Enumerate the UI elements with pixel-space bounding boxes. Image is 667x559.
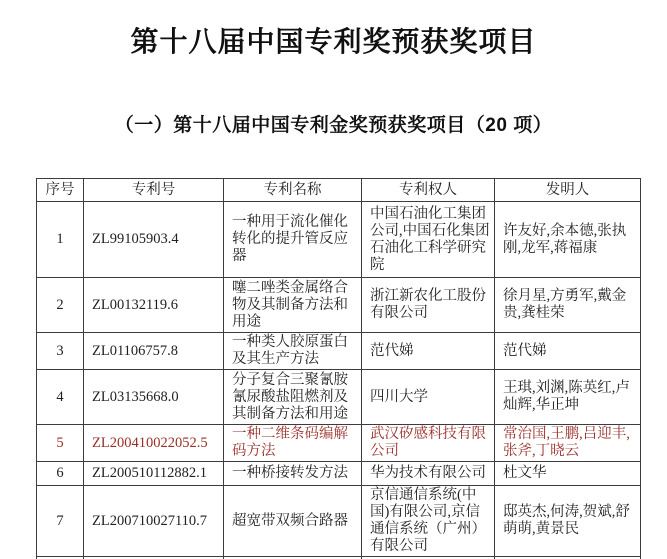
cell-inventors: 许友好,余本德,张执刚,龙军,蒋福康 xyxy=(495,202,641,278)
cell-patent-number: ZL200510112882.1 xyxy=(84,462,224,486)
cell-patent-name: 一种二维条码编解码方法 xyxy=(224,425,362,462)
cell-serial-number: 3 xyxy=(37,333,84,370)
table-row xyxy=(37,462,641,486)
cell-patent-number: ZL01106757.8 xyxy=(84,333,224,370)
section-subtitle: （一）第十八届中国专利金奖预获奖项目（20 项） xyxy=(114,115,553,136)
table-header xyxy=(37,179,641,202)
table-row xyxy=(37,278,641,333)
header-patent-name: 专利名称 xyxy=(224,179,362,202)
header-serial-number: 序号 xyxy=(37,179,84,202)
header-patent-number: 专利号 xyxy=(84,179,224,202)
cell-patent-name: 一种桥接转发方法 xyxy=(224,462,362,486)
cell-patent-owner: 武汉矽感科技有限公司 xyxy=(362,425,495,462)
cell-patent-name: 一种用于流化催化转化的提升管反应器 xyxy=(224,202,362,278)
cell-patent-owner: 中国石油化工集团公司,中国石化集团石油化工科学研究院 xyxy=(362,202,495,278)
cell-patent-owner: 四川大学 xyxy=(362,370,495,425)
cell-inventors: 邸英杰,何涛,贺斌,舒萌萌,黄景民 xyxy=(495,486,641,557)
table-row xyxy=(37,202,641,278)
cell-patent-number: ZL00132119.6 xyxy=(84,278,224,333)
cell-patent-name: 噻二唑类金属络合物及其制备方法和用途 xyxy=(224,278,362,333)
table-row xyxy=(37,333,641,370)
cell-inventors: 常治国,王鹏,吕迎丰,张斧,丁晓云 xyxy=(495,425,641,462)
cell-patent-owner: 华为技术有限公司 xyxy=(362,462,495,486)
cell-patent-owner: 范代娣 xyxy=(362,333,495,370)
header-patent-owner: 专利权人 xyxy=(362,179,495,202)
cell-patent-number: ZL200410022052.5 xyxy=(84,425,224,462)
table-body xyxy=(37,202,641,559)
header-inventors: 发明人 xyxy=(495,179,641,202)
cell-patent-name: 分子复合三聚氰胺氰尿酸盐阻燃剂及其制备方法和用途 xyxy=(224,370,362,425)
cell-patent-owner: 京信通信系统(中国)有限公司,京信通信系统（广州）有限公司 xyxy=(362,486,495,557)
cell-serial-number: 5 xyxy=(37,425,84,462)
cell-patent-number: ZL99105903.4 xyxy=(84,202,224,278)
table-row xyxy=(37,425,641,462)
cell-serial-number: 4 xyxy=(37,370,84,425)
cell-patent-owner: 浙江新农化工股份有限公司 xyxy=(362,278,495,333)
page-title: 第十八届中国专利奖预获奖项目 xyxy=(130,26,537,57)
cell-inventors: 徐月星,方勇军,戴金贵,龚桂荣 xyxy=(495,278,641,333)
table-row xyxy=(37,486,641,557)
cell-inventors: 王琪,刘渊,陈英红,卢灿辉,华正坤 xyxy=(495,370,641,425)
cell-patent-number: ZL200710027110.7 xyxy=(84,486,224,557)
cell-patent-number: ZL03135668.0 xyxy=(84,370,224,425)
table-header-row xyxy=(37,179,641,202)
cell-inventors: 范代娣 xyxy=(495,333,641,370)
cell-serial-number: 6 xyxy=(37,462,84,486)
table-row xyxy=(37,370,641,425)
cell-serial-number: 1 xyxy=(37,202,84,278)
cell-patent-name: 超宽带双频合路器 xyxy=(224,486,362,557)
cell-serial-number: 7 xyxy=(37,486,84,557)
cell-inventors: 杜文华 xyxy=(495,462,641,486)
cell-serial-number: 2 xyxy=(37,278,84,333)
patent-table xyxy=(36,178,641,559)
cell-patent-name: 一种类人胶原蛋白及其生产方法 xyxy=(224,333,362,370)
